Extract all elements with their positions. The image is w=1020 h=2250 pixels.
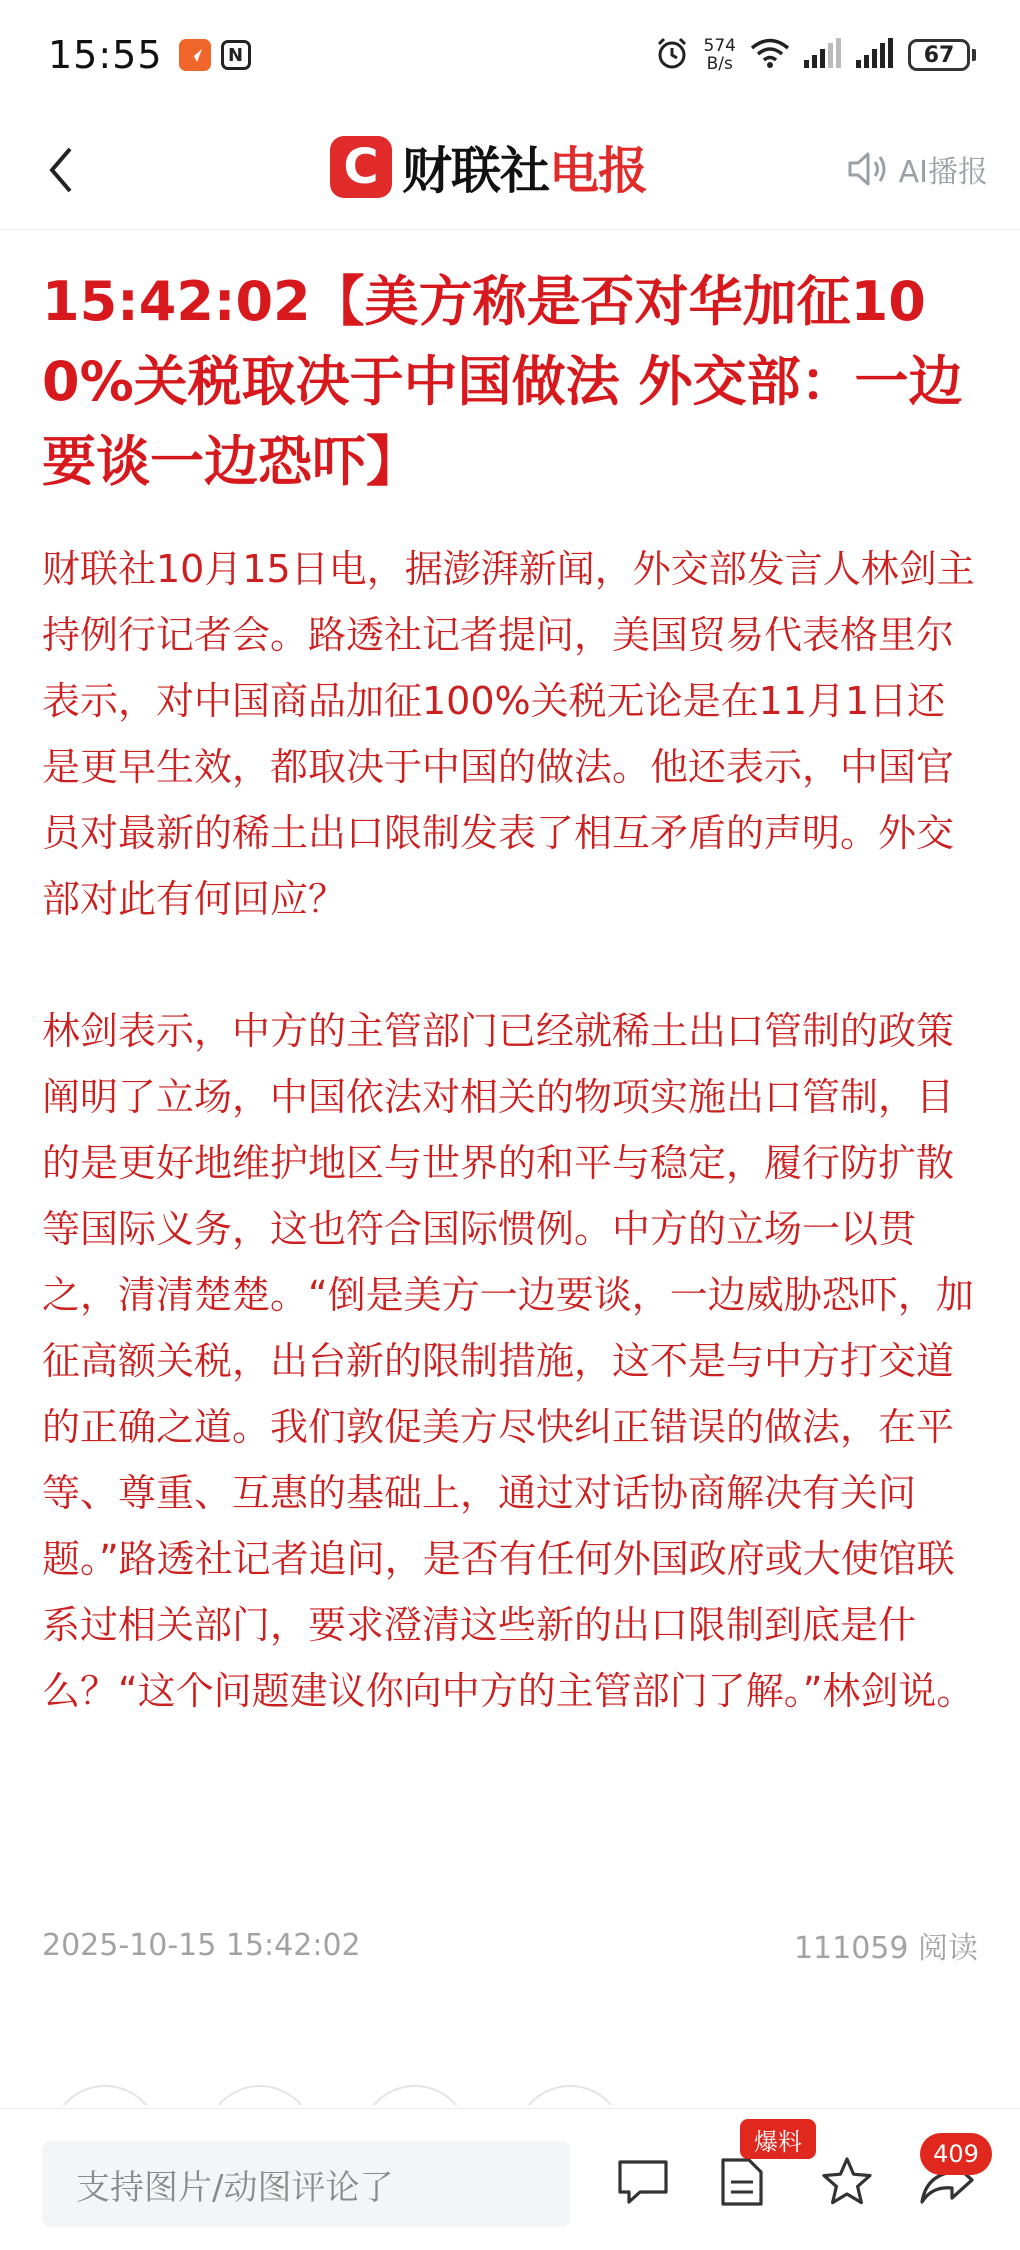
article-paragraph: 财联社10月15日电，据澎湃新闻，外交部发言人林剑主持例行记者会。路透社记者提问，美国贸易代表格里尔表示，对中国商品加征100%关税无论是在11月1日还是更早生效，都取决于中国的做法。他还表示，中国官员对最新的稀土出口限制发表了相互矛盾的声明。外交部对此有何回应？	[42, 547, 975, 921]
reaction-button[interactable]	[360, 2085, 470, 2105]
alarm-icon	[654, 35, 690, 75]
favorite-button[interactable]	[816, 2151, 878, 2213]
article-timestamp: 2025-10-15 15:42:02	[42, 1927, 361, 1963]
read-count: 111059 阅读	[793, 1931, 978, 1966]
baoliao-button[interactable]	[712, 2151, 774, 2213]
app-logo	[330, 132, 647, 202]
baoliao-badge: 爆料	[740, 2119, 816, 2159]
app-notification-icon	[179, 39, 211, 71]
comment-button[interactable]	[612, 2151, 674, 2213]
reaction-button[interactable]	[515, 2085, 625, 2105]
share-count-badge: 409	[920, 2133, 992, 2175]
net-speed	[704, 37, 736, 73]
bottom-action-bar	[0, 2108, 1020, 2250]
signal-icon	[856, 38, 894, 72]
net-speed-unit: B/s	[706, 54, 733, 74]
speaker-icon	[847, 149, 891, 189]
status-bar	[0, 0, 1020, 110]
article-paragraph: 林剑表示，中方的主管部门已经就稀土出口管制的政策阐明了立场，中国依法对相关的物项实施出口管制，目的是更好地维护地区与世界的和平与稳定，履行防扩散等国际义务，这也符合国际惯例。中方的立场一以贯之，清清楚楚。“倒是美方一边要谈，一边威胁恐吓，加征高额关税，出台新的限制措施，这不是与中方打交道的正确之道。我们敦促美方尽快纠正错误的做法，在平等、尊重、互惠的基础上，通过对话协商解决有关问题。”路透社记者追问，是否有任何外国政府或大使馆联系过相关部门，要求澄清这些新的出口限制到底是什么？“这个问题建议你向中方的主管部门了解。”林剑说。	[42, 1009, 975, 1713]
battery-level: 67	[908, 39, 970, 71]
article-title: 15:42:02【美方称是否对华加征100%关税取决于中国做法 外交部：一边要谈一边恐吓】	[42, 270, 963, 493]
reaction-button[interactable]	[50, 2085, 160, 2105]
logo-c-icon: C	[330, 136, 392, 198]
signal-icon	[804, 38, 842, 72]
status-right-icons	[654, 35, 976, 75]
comment-icon	[616, 2156, 670, 2208]
comment-input[interactable]	[42, 2141, 570, 2227]
star-icon	[819, 2155, 875, 2209]
article-body	[42, 536, 982, 1724]
app-header	[0, 110, 1020, 230]
logo-text-cailianshe: 财联社	[402, 142, 549, 200]
article-meta	[42, 1920, 978, 1970]
ai-broadcast-button[interactable]	[847, 144, 988, 194]
status-left-icons	[179, 39, 251, 71]
document-icon	[717, 2154, 769, 2210]
battery-icon	[908, 39, 976, 71]
nfc-icon: N	[221, 40, 251, 70]
back-button[interactable]	[36, 140, 86, 200]
ai-broadcast-label: AI播报	[898, 155, 988, 190]
reaction-buttons-row	[50, 2075, 970, 2105]
status-time: 15:55	[48, 33, 163, 77]
chevron-left-icon	[46, 145, 76, 195]
net-speed-value: 574	[703, 36, 736, 56]
logo-text-dianbao: 电报	[549, 142, 647, 200]
wifi-icon	[750, 37, 790, 73]
comment-placeholder: 支持图片/动图评论了	[76, 2167, 394, 2208]
reaction-button[interactable]	[205, 2085, 315, 2105]
